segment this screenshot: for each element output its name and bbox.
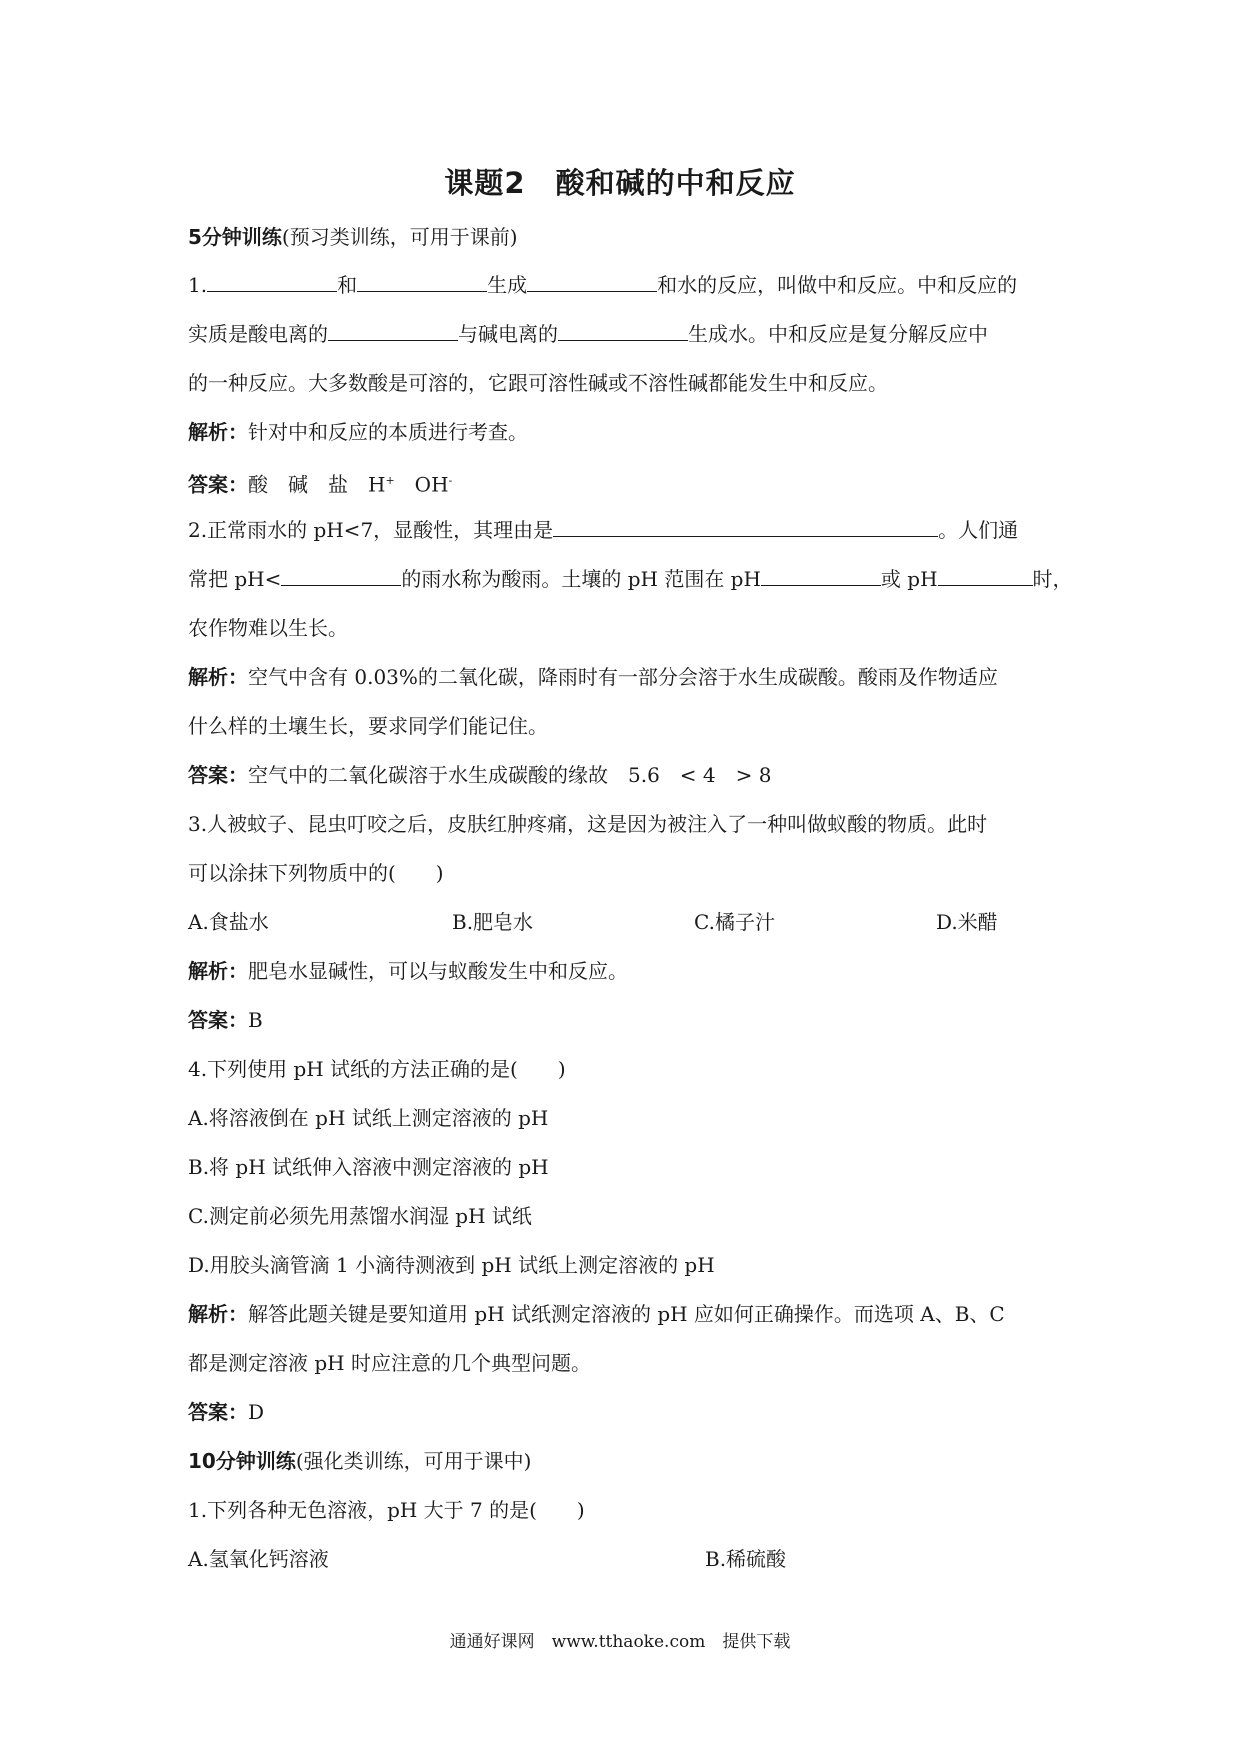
q1-line3: 的一种反应。大多数酸是可溶的，它跟可溶性碱或不溶性碱都能发生中和反应。 bbox=[188, 371, 888, 395]
analysis-label: 解析： bbox=[188, 1302, 248, 1326]
text-fragment: 生成水。中和反应是复分解反应中 bbox=[688, 322, 988, 346]
q2-line3: 农作物难以生长。 bbox=[188, 616, 348, 640]
page-title: 课题2 酸和碱的中和反应 bbox=[444, 166, 796, 200]
text-fragment: 。人们通 bbox=[938, 518, 1019, 542]
answer-label: 答案： bbox=[188, 763, 248, 787]
text-fragment: 生成 bbox=[487, 273, 528, 297]
answer-text: 酸 碱 盐 H bbox=[248, 472, 386, 497]
analysis-label: 解析： bbox=[188, 959, 248, 983]
text-fragment: 时， bbox=[1032, 567, 1073, 591]
text-fragment: 和水的反应，叫做中和反应。中和反应的 bbox=[657, 273, 1018, 297]
q2-line2 bbox=[188, 564, 1073, 594]
analysis-text: 针对中和反应的本质进行考查。 bbox=[248, 420, 528, 444]
blank bbox=[553, 516, 938, 537]
section-heading-label: 10分钟训练 bbox=[188, 1449, 296, 1473]
analysis-label: 解析： bbox=[188, 665, 248, 689]
q1-number: 1. bbox=[188, 273, 208, 297]
q2-line1 bbox=[188, 515, 1018, 545]
blank bbox=[357, 271, 487, 292]
q1-line1 bbox=[188, 270, 1017, 300]
q2-analysis-2: 什么样的土壤生长，要求同学们能记住。 bbox=[188, 714, 548, 738]
blank bbox=[207, 271, 337, 292]
q4-line1: 4.下列使用 pH 试纸的方法正确的是( ) bbox=[188, 1057, 566, 1081]
section-heading-5min bbox=[188, 222, 518, 252]
option-b: B.将 pH 试纸伸入溶液中测定溶液的 pH bbox=[188, 1155, 549, 1179]
blank bbox=[761, 565, 881, 586]
blank bbox=[328, 320, 458, 341]
q3-line1: 3.人被蚊子、昆虫叮咬之后，皮肤红肿疼痛，这是因为被注入了一种叫做蚁酸的物质。此时 bbox=[188, 812, 988, 836]
option-b: B.肥皂水 bbox=[452, 910, 534, 934]
q3-line2: 可以涂抹下列物质中的( ) bbox=[188, 861, 444, 885]
analysis-text: 肥皂水显碱性，可以与蚁酸发生中和反应。 bbox=[248, 959, 628, 983]
section-heading-10min bbox=[188, 1446, 531, 1476]
option-c: C.橘子汁 bbox=[694, 910, 775, 934]
blank bbox=[558, 320, 688, 341]
answer-text: D bbox=[248, 1400, 265, 1424]
analysis-label: 解析： bbox=[188, 420, 248, 444]
blank bbox=[281, 565, 401, 586]
q4-answer bbox=[188, 1397, 264, 1427]
q4-analysis-1 bbox=[188, 1299, 1005, 1329]
q3-options bbox=[0, 907, 1240, 937]
option-c: C.测定前必须先用蒸馏水润湿 pH 试纸 bbox=[188, 1204, 532, 1228]
q2-analysis-1 bbox=[188, 662, 998, 692]
q3-analysis bbox=[188, 956, 628, 986]
text-fragment: 与碱电离的 bbox=[458, 322, 558, 346]
text-fragment: 和 bbox=[337, 273, 358, 297]
blank bbox=[527, 271, 657, 292]
answer-text: B bbox=[248, 1008, 263, 1032]
q1-answer bbox=[188, 466, 452, 500]
answer-text: 空气中的二氧化碳溶于水生成碳酸的缘故 5.6 < 4 > 8 bbox=[248, 763, 772, 787]
section-heading-note: (预习类训练，可用于课前) bbox=[281, 225, 518, 249]
section-heading-label: 5分钟训练 bbox=[188, 225, 282, 249]
analysis-text: 解答此题关键是要知道用 pH 试纸测定溶液的 pH 应如何正确操作。而选项 A、B、C bbox=[248, 1302, 1005, 1326]
text-fragment: 2.正常雨水的 pH<7，显酸性，其理由是 bbox=[188, 518, 554, 542]
option-a: A.氢氧化钙溶液 bbox=[188, 1547, 329, 1571]
answer-label: 答案： bbox=[188, 472, 248, 497]
answer-superscript: - bbox=[448, 474, 453, 487]
answer-label: 答案： bbox=[188, 1400, 248, 1424]
answer-text: OH bbox=[394, 472, 449, 497]
text-fragment: 实质是酸电离的 bbox=[188, 322, 328, 346]
answer-superscript: + bbox=[385, 474, 395, 487]
q1-analysis bbox=[188, 417, 528, 447]
section-heading-note: (强化类训练，可用于课中) bbox=[295, 1449, 532, 1473]
blank bbox=[938, 565, 1033, 586]
text-fragment: 或 pH bbox=[880, 567, 938, 591]
text-fragment: 常把 pH< bbox=[188, 567, 282, 591]
analysis-text: 空气中含有 0.03%的二氧化碳，降雨时有一部分会溶于水生成碳酸。酸雨及作物适应 bbox=[248, 665, 998, 689]
q2-answer bbox=[188, 760, 772, 790]
option-a: A.食盐水 bbox=[188, 910, 269, 934]
q5-line1: 1.下列各种无色溶液，pH 大于 7 的是( ) bbox=[188, 1498, 585, 1522]
option-d: D.米醋 bbox=[936, 910, 998, 934]
option-d: D.用胶头滴管滴 1 小滴待测液到 pH 试纸上测定溶液的 pH bbox=[188, 1253, 715, 1277]
q5-options bbox=[0, 1544, 1240, 1574]
q4-analysis-2: 都是测定溶液 pH 时应注意的几个典型问题。 bbox=[188, 1351, 591, 1375]
answer-label: 答案： bbox=[188, 1008, 248, 1032]
option-a: A.将溶液倒在 pH 试纸上测定溶液的 pH bbox=[188, 1106, 549, 1130]
q3-answer bbox=[188, 1005, 263, 1035]
text-fragment: 的雨水称为酸雨。土壤的 pH 范围在 pH bbox=[401, 567, 761, 591]
page-footer: 通通好课网 www.tthaoke.com 提供下载 bbox=[449, 1632, 791, 1652]
q1-line2 bbox=[188, 319, 988, 349]
option-b: B.稀硫酸 bbox=[705, 1547, 787, 1571]
